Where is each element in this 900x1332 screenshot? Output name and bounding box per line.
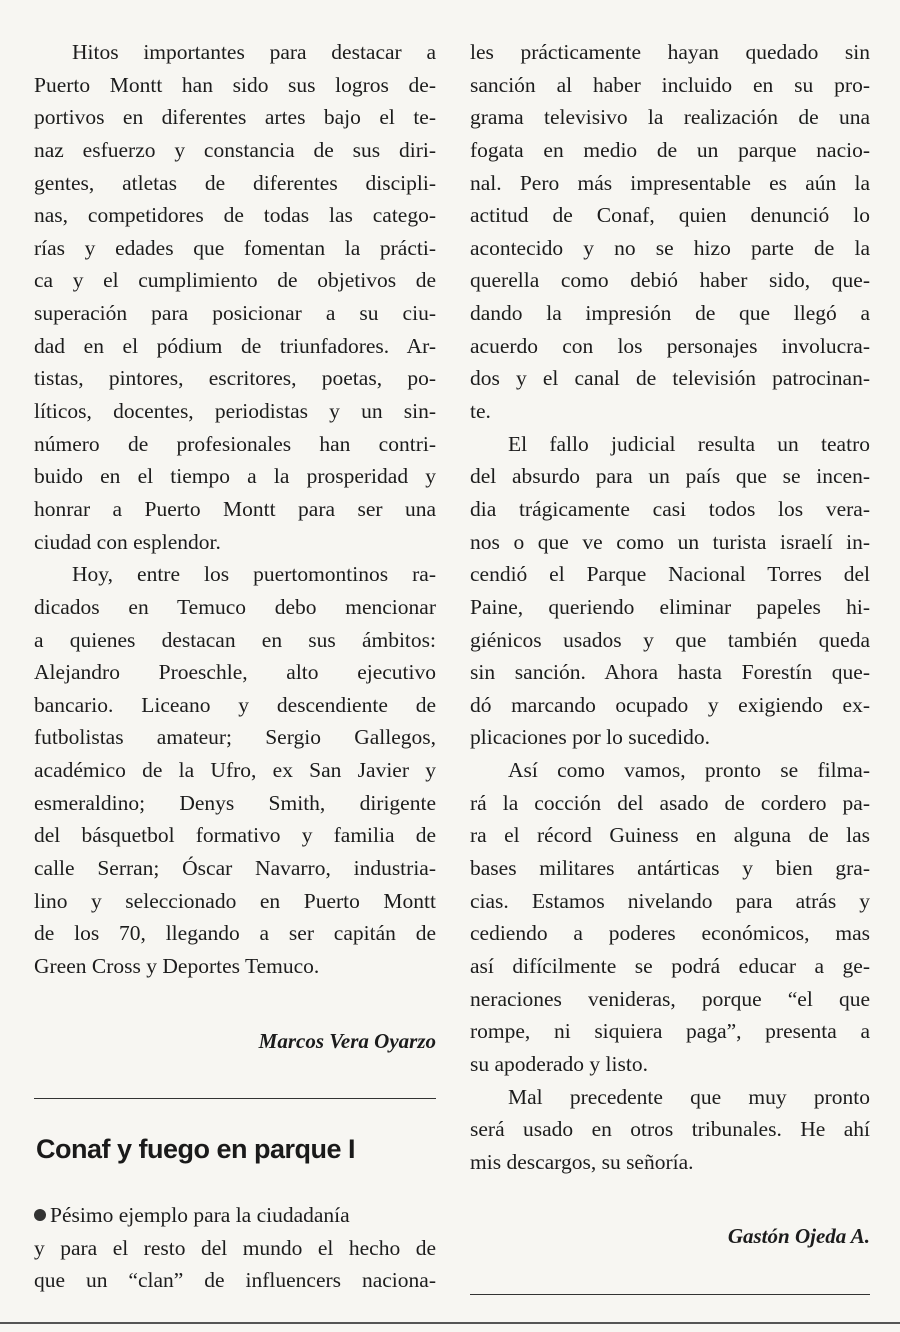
text-line: ra el récord Guiness en alguna de las [470,823,870,848]
text-line: rías y edades que fomentan la prácti- [34,235,436,260]
text-line: de los 70, llegando a ser capitán de [34,921,436,946]
text-line: nal. Pero más impresentable es aún la [470,170,870,195]
text-line: honrar a Puerto Montt para ser una [34,496,436,521]
text-line: rá la cocción del asado de cordero pa- [470,790,870,815]
text-line: mis descargos, su señoría. [470,1149,694,1174]
bullet-icon [34,1209,46,1221]
text-line: dando la impresión de que llegó a [470,301,870,326]
text-line: cediendo a poderes económicos, mas [470,921,870,946]
text-line: Mal precedente que muy pronto [508,1084,870,1109]
headline: Conaf y fuego en parque I [36,1134,356,1164]
text-line: Alejandro Proeschle, alto ejecutivo [34,660,436,685]
text-line: Paine, queriendo eliminar papeles hi- [470,594,870,619]
text-line-content: Pésimo ejemplo para la ciudadanía [50,1203,350,1227]
text-line: El fallo judicial resulta un teatro [508,431,870,456]
text-line: fogata en medio de un parque nacio- [470,137,870,162]
text-line: ca y el cumplimiento de objetivos de [34,268,436,293]
section-divider [470,1294,870,1295]
text-line: rompe, ni siquiera paga”, presenta a [470,1019,870,1044]
text-line: esmeraldino; Denys Smith, dirigente [34,790,436,815]
text-line: te. [470,399,491,424]
page-bottom-rule [0,1322,900,1324]
text-line: tistas, pintores, escritores, poetas, po- [34,366,436,391]
text-line: dia trágicamente casi todos los vera- [470,496,870,521]
text-line: ciudad con esplendor. [34,529,221,554]
text-line: Green Cross y Deportes Temuco. [34,953,320,978]
text-line: y para el resto del mundo el hecho de [34,1235,436,1260]
signature: Gastón Ojeda A. [727,1224,870,1249]
text-line: sin sanción. Ahora hasta Forestín que- [470,660,870,685]
text-line: neraciones venideras, porque “el que [470,986,870,1011]
text-line: grama televisivo la realización de una [470,105,870,130]
text-line: nos o que ve como un turista israelí in- [470,529,870,554]
text-line: futbolistas amateur; Sergio Gallegos, [34,725,436,750]
text-line: dó marcando ocupado y exigiendo ex- [470,692,870,717]
text-line: Puerto Montt han sido sus logros de- [34,72,436,97]
section-divider [34,1098,436,1099]
text-line: académico de la Ufro, ex San Javier y [34,758,436,783]
text-line: acontecido y no se hizo parte de la [470,235,870,260]
text-line: acuerdo con los personajes involucra- [470,333,870,358]
text-line: así difícilmente se podrá educar a ge- [470,953,870,978]
text-line: dicados en Temuco debo mencionar [34,594,436,619]
text-line: actitud de Conaf, quien denunció lo [470,203,870,228]
letter-conaf-start [34,1199,436,1297]
text-line: Así como vamos, pronto se filma- [508,758,870,783]
text-line: giénicos usados y que también queda [470,627,870,652]
text-line: gentes, atletas de diferentes discipli- [34,170,436,195]
text-line: cias. Estamos nivelando para atrás y [470,888,870,913]
text-line: bancario. Liceano y descendiente de [34,692,436,717]
text-line: Hoy, entre los puertomontinos ra- [72,562,436,587]
text-line: Hitos importantes para destacar a [72,40,436,64]
text-line: será usado en otros tribunales. He ahí [470,1117,870,1142]
text-line: del absurdo para un país que se incen- [470,464,870,489]
text-line: sanción al haber incluido en su pro- [470,72,870,97]
text-line: naz esfuerzo y constancia de sus diri- [34,137,436,162]
text-line: buido en el tiempo a la prosperidad y [34,464,436,489]
text-line: que un “clan” de influencers naciona- [34,1268,436,1293]
text-line: número de profesionales han contri- [34,431,436,456]
letter-conaf-continued [470,36,870,1249]
text-line: a quienes destacan en sus ámbitos: [34,627,436,652]
text-line [34,1199,436,1232]
text-line: superación para posicionar a su ciu- [34,301,436,326]
text-line: nas, competidores de todas las catego- [34,203,436,228]
signature: Marcos Vera Oyarzo [258,1028,436,1053]
text-line: les prácticamente hayan quedado sin [470,40,870,64]
text-line: lino y seleccionado en Puerto Montt [34,888,436,913]
text-line: dad en el pódium de triunfadores. Ar- [34,333,436,358]
text-line: su apoderado y listo. [470,1051,648,1076]
letter-marcos-vera [34,36,436,1054]
text-line: del básquetbol formativo y familia de [34,823,436,848]
text-line: dos y el canal de televisión patrocinan- [470,366,870,391]
text-line: calle Serran; Óscar Navarro, industria- [34,856,436,881]
text-line: querella como debió haber sido, que- [470,268,870,293]
text-line: portivos en diferentes artes bajo el te- [34,105,436,130]
text-line: líticos, docentes, periodistas y un sin- [34,399,436,424]
text-line: plicaciones por lo sucedido. [470,725,711,750]
text-line: bases militares antárticas y bien gra- [470,856,870,881]
text-line: cendió el Parque Nacional Torres del [470,562,870,587]
